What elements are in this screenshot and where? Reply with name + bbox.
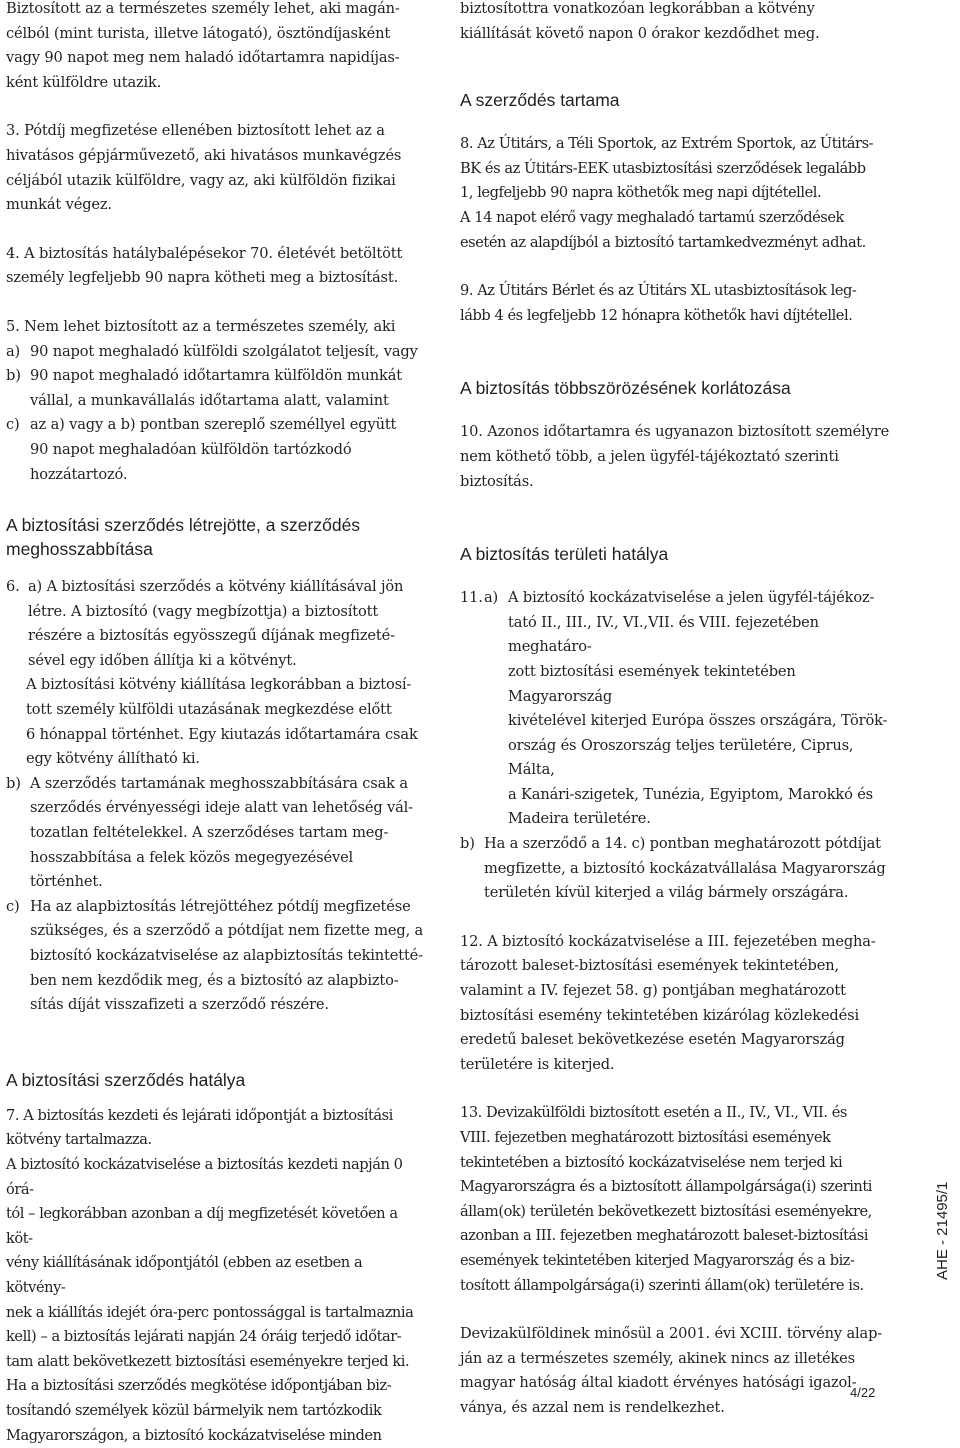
paragraph-6b-text: A szerződés tartamának meghosszabbítására csak a szerződés érvényességi ideje alatt van lehetőség vál- tozatlan feltételekkel. A szerződéses tartam meg- hosszabbítása a felek közös megegyezésével történhet. bbox=[30, 774, 413, 891]
paragraph-5-intro: 5. Nem lehet biztosított az a természetes személy, aki bbox=[6, 317, 396, 335]
paragraph-6a bbox=[6, 575, 424, 673]
page-number: 4/22 bbox=[850, 1385, 876, 1400]
paragraph-eligibility: Biztosított az a természetes személy lehet, aki magán- célból (mint turista, illetve látogató), ösztöndíjasként vagy 90 napot meg nem haladó időtartamra napidíjas- ként külföldre utazik. bbox=[6, 0, 400, 91]
paragraph-6a-text: a) A biztosítási szerződés a kötvény kiállításával jön létre. A biztosító (vagy megbízottja) a biztosított részére a biztosítás egyösszegű díjának megfizeté- sével egy időben állítja ki a kötvényt. bbox=[28, 578, 404, 669]
list-item-text: az a) vagy a b) pontban szereplő személlyel együtt 90 napot meghaladóan külföldön tartózkodó hozzátartozó. bbox=[30, 416, 397, 483]
list-item bbox=[6, 364, 424, 413]
paragraph-11-label: 11. bbox=[460, 589, 483, 607]
list-item bbox=[6, 413, 424, 487]
paragraph-4: 4. A biztosítás hatálybalépésekor 70. életévét betöltött személy legfeljebb 90 napra kötheti meg a biztosítást. bbox=[6, 244, 403, 287]
heading-multiple-limit: A biztosítás többszörözésének korlátozása bbox=[460, 378, 791, 399]
paragraph-13: 13. Devizakülföldi biztosított esetén a II., IV., VI., VII. és VIII. fejezetben meghatározott biztosítási események tekintetében a biztosító kockázatviselése nem terjed ki Magyarországra és a biztosított állampolgársága(i) szerinti állam(ok) területén bekövetkezett biztosítási eseményekre, azonban a III. fejezetben meghatározott baleset-biztosítási események tekintetében kiterjed Magyarország és a biz- tosított állampolgársága(i) szerinti állam(ok) területére is. bbox=[460, 1104, 872, 1294]
heading-contract-formation: A biztosítási szerződés létrejötte, a szerződés meghosszabbítása bbox=[6, 515, 361, 560]
paragraph-6a-continued: A biztosítási kötvény kiállítása legkorábban a biztosí- tott személy külföldi utazásának megkezdése előtt 6 hónappal történhet. Egy kiutazás időtartamára csak egy kötvény állítható ki. bbox=[26, 676, 418, 768]
list-item-text: 90 napot meghaladó időtartamra külföldön munkát vállal, a munkavállalás időtartama alatt, valamint bbox=[30, 367, 402, 409]
paragraph-continued: biztosítottra vonatkozóan legkorábban a kötvény kiállítását követő napon 0 órakor kezdődhet meg. bbox=[460, 0, 820, 42]
paragraph-12: 12. A biztosító kockázatviselése a III. fejezetében megha- tározott baleset-biztosítási események tekintetében, valamint a IV. fejezet 58. g) pontjában meghatározott biztosítási esemény tekintetében kizárólag közlekedési eredetű baleset bekövetkezése esetén Magyarország területére is kiterjed. bbox=[460, 932, 876, 1073]
list-item bbox=[6, 340, 424, 365]
paragraph-6-label: 6. bbox=[6, 578, 20, 596]
right-column bbox=[460, 0, 890, 1421]
paragraph-6b bbox=[6, 772, 424, 895]
paragraph-11b bbox=[460, 832, 890, 906]
heading-territorial-scope: A biztosítás területi hatálya bbox=[460, 544, 669, 565]
paragraph-10: 10. Azonos időtartamra és ugyanazon biztosított személyre nem köthető több, a jelen ügyfél-tájékoztató szerinti biztosítás. bbox=[460, 423, 890, 490]
list-item-label: a) bbox=[6, 342, 21, 360]
paragraph-14: Devizakülföldinek minősül a 2001. évi XCIII. törvény alap- ján az a természetes személy, akinek nincs az illetékes magyar hatóság által kiadott érvényes hatósági igazol- ványa, és azzal nem is rendelkezhet. bbox=[460, 1325, 883, 1416]
paragraph-11b-text: Ha a szerződő a 14. c) pontban meghatározott pótdíjat megfizette, a biztosító kockázatvállalása Magyarország területén kívül kiterjed a világ bármely országára. bbox=[484, 835, 886, 902]
paragraph-6c bbox=[6, 895, 424, 1018]
paragraph-11b-label: b) bbox=[460, 835, 475, 853]
list-item-label: b) bbox=[6, 367, 21, 385]
list-item-label: c) bbox=[6, 416, 20, 434]
heading-contract-duration: A szerződés tartama bbox=[460, 90, 620, 111]
heading-contract-effect: A biztosítási szerződés hatálya bbox=[6, 1069, 246, 1090]
paragraph-11a-label: a) bbox=[484, 589, 499, 607]
paragraph-6b-label: b) bbox=[6, 774, 21, 792]
paragraph-9: 9. Az Útitárs Bérlet és az Útitárs XL utasbiztosítások leg- lább 4 és legfeljebb 12 hónapra köthetők havi díjtétellel. bbox=[460, 282, 857, 324]
list-item-text: 90 napot meghaladó külföldi szolgálatot teljesít, vagy bbox=[30, 342, 418, 360]
document-code: AHE - 21495/1 bbox=[934, 1181, 951, 1280]
paragraph-11a-text: A biztosító kockázatviselése a jelen ügyfél-tájékoz- tató II., III., IV., VI.,VII. és VIII. fejezetében meghatáro- zott biztosítási események tekintetében Magyarország kivételével kiterjed Európa összes országára, Török- ország és Oroszország teljes területére, Ciprus, Málta, a Kanári-szigetek, Tunézia, Egyiptom, Marokkó és Madeira területére. bbox=[508, 589, 888, 828]
paragraph-6c-label: c) bbox=[6, 897, 20, 915]
paragraph-7: 7. A biztosítás kezdeti és lejárati időpontját a biztosítási kötvény tartalmazza. A biztosító kockázatviselése a biztosítás kezdeti napján 0 órá- tól – legkorábban azonban a díj megfizetését követően a köt- vény kiállításának időpontjától (ebben az esetben a kötvény- nek a kiállítás idejét óra-perc pontossággal is tartalmaznia kell) – a biztosítás lejárati napján 24 óráig terjedő időtar- tam alatt bekövetkezett biztosítási eseményekre terjed ki. Ha a biztosítási szerződés megkötése időpontjában biz- tosítandó személyek közül bármelyik nem tartózkodik Magyarországon, a biztosító kockázatviselése minden bbox=[6, 1106, 414, 1444]
left-column bbox=[6, 0, 424, 1448]
paragraph-6c-text: Ha az alapbiztosítás létrejöttéhez pótdíj megfizetése szükséges, és a szerződő a pótdíjat nem fizette meg, a biztosító kockázatviselése az alapbiztosítás tekintetté- ben nem kezdődik meg, és a biztosító az alapbizto- sítás díját visszafizeti a szerződő részére. bbox=[30, 897, 424, 1014]
paragraph-11a bbox=[460, 586, 890, 832]
paragraph-3: 3. Pótdíj megfizetése ellenében biztosított lehet az a hivatásos gépjárművezető, aki hivatásos munkavégzés céljából utazik külföldre, vagy az, aki külföldön fizikai munkát végez. bbox=[6, 122, 402, 214]
paragraph-8: 8. Az Útitárs, a Téli Sportok, az Extrém Sportok, az Útitárs- BK és az Útitárs-EEK utasbiztosítási szerződések legalább 1, legfeljebb 90 napra köthetők meg napi díjtétellel. A 14 napot elérő vagy meghaladó tartamú szerződések esetén az alapdíjból a biztosító tartamkedvezményt adhat. bbox=[460, 135, 874, 251]
